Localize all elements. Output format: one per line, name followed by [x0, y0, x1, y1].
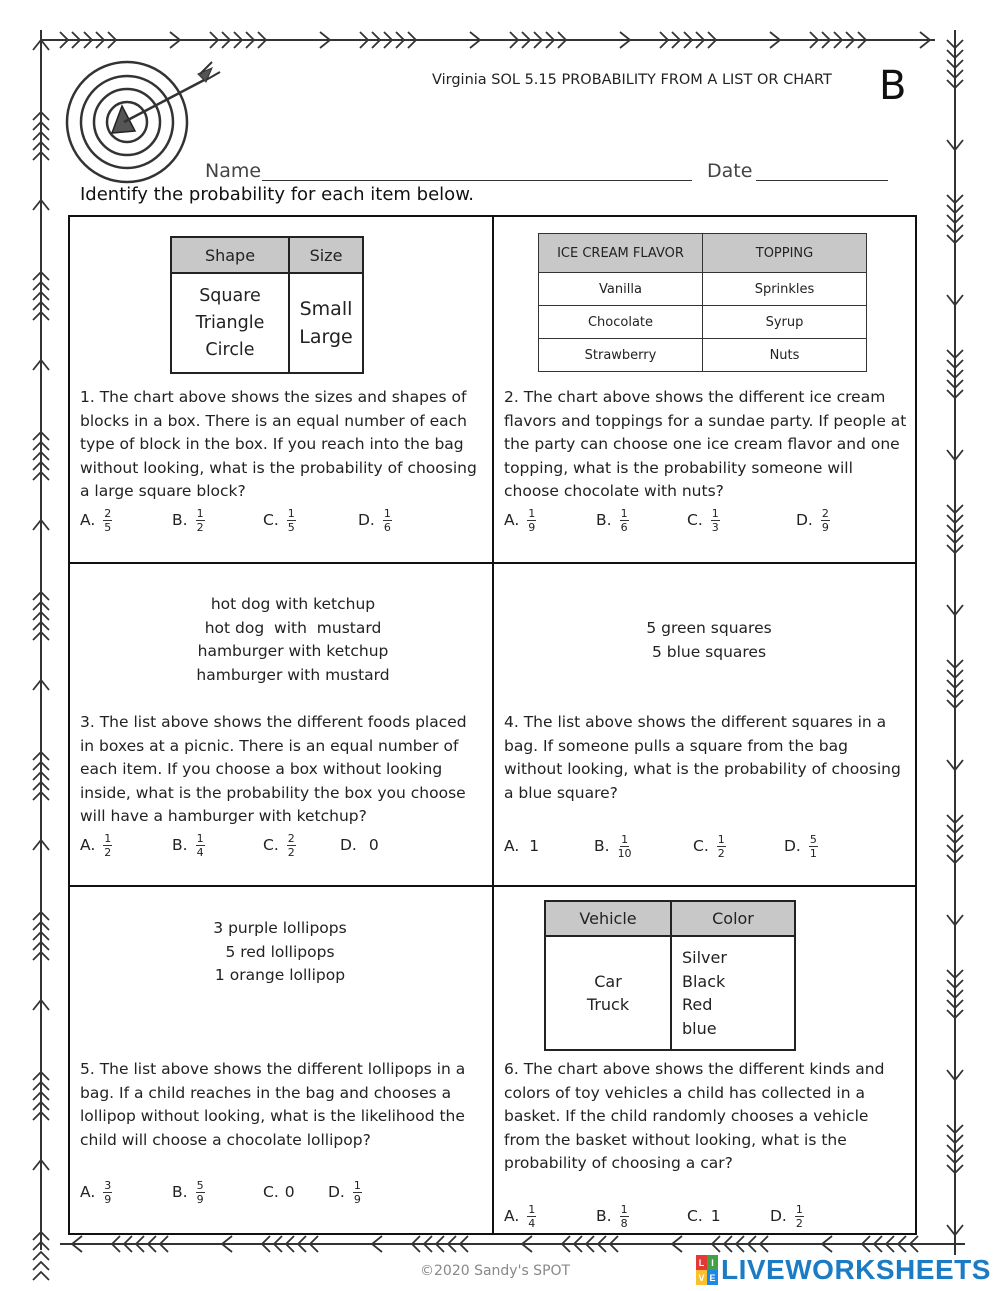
q1-size-large: Large — [299, 326, 353, 348]
q3-text: 3. The list above shows the different foods placed in boxes at a picnic. There is an equal number of each item. If you choose a box without looking inside, what is the probability the box you choose will have a hamburger with ketchup? — [80, 713, 467, 826]
grid-divider-vertical — [492, 215, 494, 1235]
q6-color-black: Black — [682, 971, 726, 991]
list-item: 3 purple lollipops — [213, 919, 347, 937]
table-row — [539, 339, 867, 372]
copyright-text: ©2020 Sandy's SPOT — [420, 1263, 571, 1279]
q3-choices — [80, 825, 480, 865]
q3-food-list — [80, 593, 506, 687]
q6-color-red: Red — [682, 995, 713, 1014]
q6-choice-a[interactable]: A. $\frac{1}{4}$ — [504, 1202, 536, 1230]
q1-header-size: Size — [289, 237, 363, 273]
target-logo-icon — [67, 62, 220, 182]
q2-topping-cell: Nuts — [703, 339, 867, 372]
q2-topping-cell: Sprinkles — [703, 273, 867, 306]
q4-choice-b[interactable]: B. $\frac{1}{10}$ — [594, 832, 632, 860]
list-item: hot dog with ketchup — [210, 595, 376, 613]
table-row — [539, 273, 867, 306]
q6-choice-c[interactable]: C. 1 — [687, 1207, 721, 1225]
q2-choice-b[interactable]: B. $\frac{1}{6}$ — [596, 506, 628, 534]
list-item: hamburger with mustard — [196, 665, 390, 684]
list-item: 5 red lollipops — [225, 942, 335, 961]
q4-choices — [504, 826, 904, 866]
version-letter: B — [879, 63, 907, 109]
q2-flavor-cell: Vanilla — [539, 273, 703, 306]
q3-choice-b[interactable]: B. $\frac{1}{4}$ — [172, 831, 204, 859]
q6-vehicle-color-table — [544, 900, 796, 1051]
liveworksheets-icon: L I V E — [696, 1255, 718, 1285]
q5-choice-c[interactable]: C. 0 — [263, 1183, 295, 1201]
q4-text: 4. The list above shows the different squares in a bag. If someone pulls a square from the bag without looking, what is the probability of choosing a blue square? — [504, 713, 901, 802]
q6-choice-d[interactable]: D. $\frac{1}{2}$ — [770, 1202, 803, 1230]
q2-choices — [504, 500, 904, 540]
q1-shapes-cell — [171, 273, 289, 373]
q1-shape-square: Square — [199, 285, 261, 306]
q5-choice-b[interactable]: B. $\frac{5}{9}$ — [172, 1178, 204, 1206]
q2-flavor-cell: Chocolate — [539, 306, 703, 339]
table-row — [539, 306, 867, 339]
brand-name: LIVEWORKSHEETS — [721, 1254, 991, 1285]
q1-sizes-cell — [289, 273, 363, 373]
q3-choice-c[interactable]: C. $\frac{2}{2}$ — [263, 831, 295, 859]
q6-header-color: Color — [671, 901, 795, 936]
q6-colors-cell — [671, 936, 795, 1050]
grid-divider-row2 — [68, 885, 917, 887]
q1-choice-a[interactable]: A. $\frac{2}{5}$ — [80, 506, 112, 534]
q1-text: 1. The chart above shows the sizes and shapes of blocks in a box. There is an equal number of each type of block in the box. If you reach into the bag without looking, what is the probability of choosing a large square block? — [80, 388, 477, 501]
q2-choice-a[interactable]: A. $\frac{1}{9}$ — [504, 506, 536, 534]
q2-topping-cell: Syrup — [703, 306, 867, 339]
q6-color-blue: blue — [682, 1018, 717, 1038]
q6-vehicle-car: Car — [594, 971, 622, 991]
q2-flavor-cell: Strawberry — [539, 339, 703, 372]
list-item: 1 orange lollipop — [214, 966, 346, 985]
q1-choices — [80, 500, 480, 540]
q2-header-flavor: ICE CREAM FLAVOR — [539, 234, 703, 273]
q1-header-shape: Shape — [171, 237, 289, 273]
q6-choice-b[interactable]: B. $\frac{1}{8}$ — [596, 1202, 628, 1230]
q4-choice-d[interactable]: D. $\frac{5}{1}$ — [784, 832, 817, 860]
liveworksheets-logo[interactable] — [696, 1254, 991, 1286]
q4-square-list — [504, 617, 914, 664]
grid-divider-row1 — [68, 562, 917, 564]
q6-header-vehicle: Vehicle — [545, 901, 671, 936]
q1-choice-c[interactable]: C. $\frac{1}{5}$ — [263, 506, 295, 534]
q1-choice-d[interactable]: D. $\frac{1}{6}$ — [358, 506, 391, 534]
q2-text: 2. The chart above shows the different ice cream flavors and toppings for a sundae party. If people at the party can choose one ice cream flavor and one topping, what is the probability someone will choose chocolate with nuts? — [504, 388, 907, 501]
q2-flavor-topping-table — [538, 233, 867, 372]
list-item: 5 blue squares — [651, 642, 767, 661]
list-item: 5 green squares — [646, 619, 772, 637]
q5-lollipop-list — [80, 917, 480, 988]
q4-choice-c[interactable]: C. $\frac{1}{2}$ — [693, 832, 725, 860]
q1-shape-circle: Circle — [205, 339, 255, 360]
worksheet-title: Virginia SOL 5.15 PROBABILITY FROM A LIST OR CHART — [432, 72, 832, 88]
name-label: Name — [205, 160, 262, 182]
date-label: Date — [707, 160, 753, 182]
q3-choice-d[interactable]: D. 0 — [340, 836, 379, 854]
q6-vehicles-cell — [545, 936, 671, 1050]
q4-choice-a[interactable]: A. 1 — [504, 837, 540, 855]
list-item: hamburger with ketchup — [197, 642, 389, 661]
q5-choice-a[interactable]: A. $\frac{3}{9}$ — [80, 1178, 112, 1206]
q6-vehicle-truck: Truck — [586, 995, 630, 1014]
q1-shape-size-table — [170, 236, 364, 374]
q2-choice-d[interactable]: D. $\frac{2}{9}$ — [796, 506, 829, 534]
date-field[interactable] — [756, 180, 888, 181]
q3-choice-a[interactable]: A. $\frac{1}{2}$ — [80, 831, 112, 859]
q5-choice-d[interactable]: D. $\frac{1}{9}$ — [328, 1178, 361, 1206]
q5-choices — [80, 1172, 480, 1212]
name-field[interactable] — [262, 180, 692, 181]
q6-color-silver: Silver — [682, 948, 727, 967]
q1-choice-b[interactable]: B. $\frac{1}{2}$ — [172, 506, 204, 534]
q2-header-topping: TOPPING — [703, 234, 867, 273]
q1-shape-triangle: Triangle — [195, 312, 265, 333]
q1-size-small: Small — [299, 298, 353, 320]
q6-text: 6. The chart above shows the different kinds and colors of toy vehicles a child has collected in a basket. If the child randomly chooses a vehicle from the basket without looking, what is the probability of choosing a car? — [504, 1060, 885, 1173]
instructions: Identify the probability for each item below. — [80, 184, 474, 205]
q2-choice-c[interactable]: C. $\frac{1}{3}$ — [687, 506, 719, 534]
list-item: hot dog with mustard — [204, 618, 382, 637]
q6-choices — [504, 1196, 904, 1236]
q5-text: 5. The list above shows the different lollipops in a bag. If a child reaches in the bag and chooses a lollipop without looking, what is the likelihood the child will choose a chocolate lollipop? — [80, 1060, 466, 1149]
